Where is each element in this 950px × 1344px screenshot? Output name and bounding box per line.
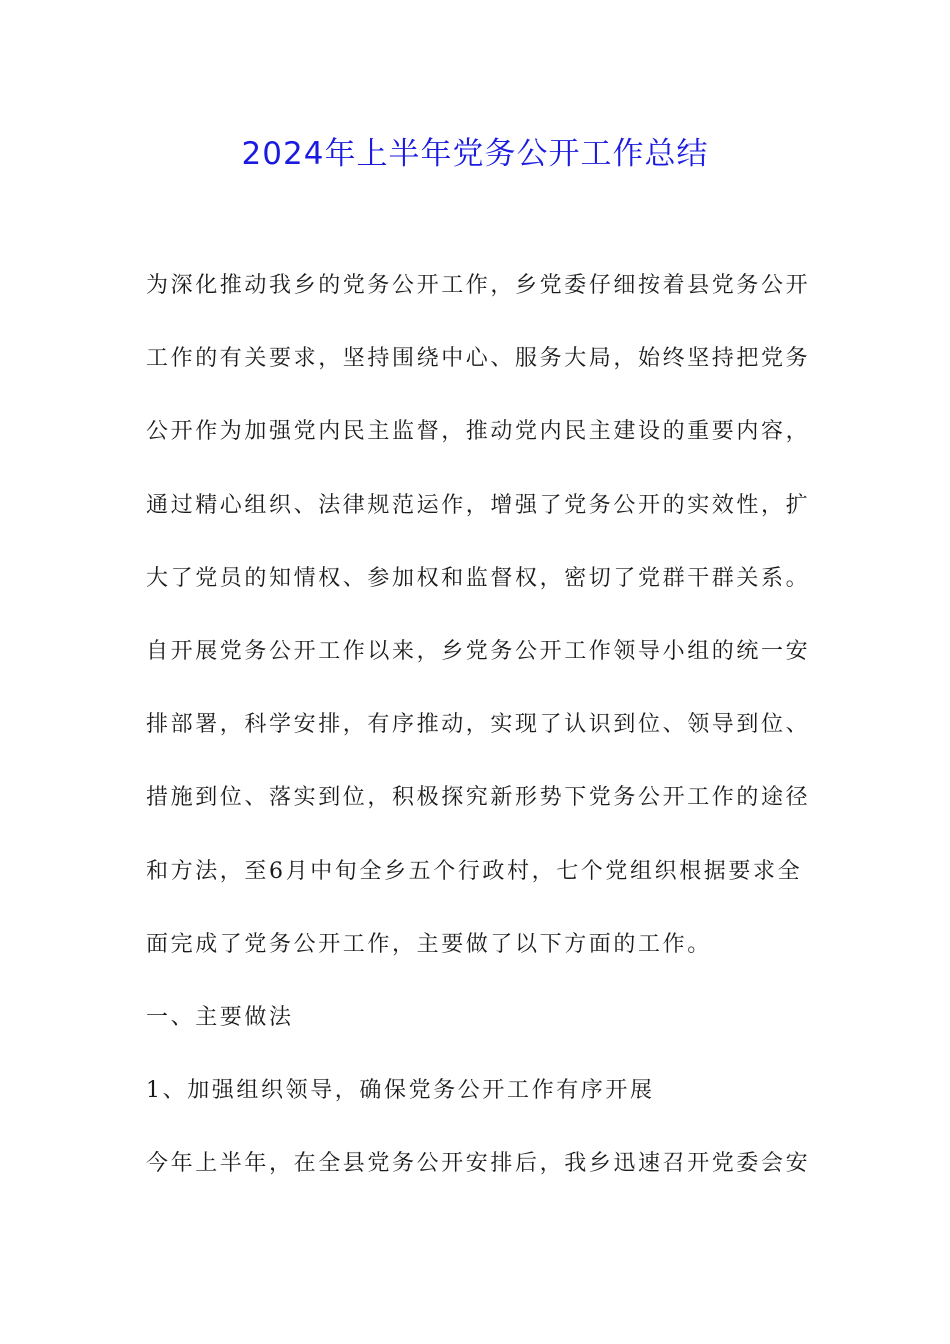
document-body: [146, 262, 811, 1213]
body-line: 通过精心组织、法律规范运作，增强了党务公开的实效性，扩: [146, 492, 811, 518]
subsection-heading: 1、加强组织领导，确保党务公开工作有序开展: [146, 1078, 655, 1104]
body-line: 今年上半年，在全县党务公开安排后，我乡迅速召开党委会安: [146, 1151, 811, 1177]
body-line: 大了党员的知情权、参加权和监督权，密切了党群干群关系。: [146, 565, 811, 591]
body-line: 面完成了党务公开工作，主要做了以下方面的工作。: [146, 931, 712, 957]
body-line: 公开作为加强党内民主监督，推动党内民主建设的重要内容，: [146, 419, 811, 445]
section-heading: 一、主要做法: [146, 1004, 294, 1030]
body-line: 排部署，科学安排，有序推动，实现了认识到位、领导到位、: [146, 712, 811, 738]
body-line: 自开展党务公开工作以来，乡党务公开工作领导小组的统一安: [146, 638, 811, 664]
page-title: 2024年上半年党务公开工作总结: [241, 136, 709, 172]
body-line: 工作的有关要求，坚持围绕中心、服务大局，始终坚持把党务: [146, 346, 811, 372]
body-line: 和方法，至6月中旬全乡五个行政村，七个党组织根据要求全: [146, 858, 803, 884]
body-line: 措施到位、落实到位，积极探究新形势下党务公开工作的途径: [146, 785, 811, 811]
body-line: 为深化推动我乡的党务公开工作，乡党委仔细按着县党务公开: [146, 273, 811, 298]
